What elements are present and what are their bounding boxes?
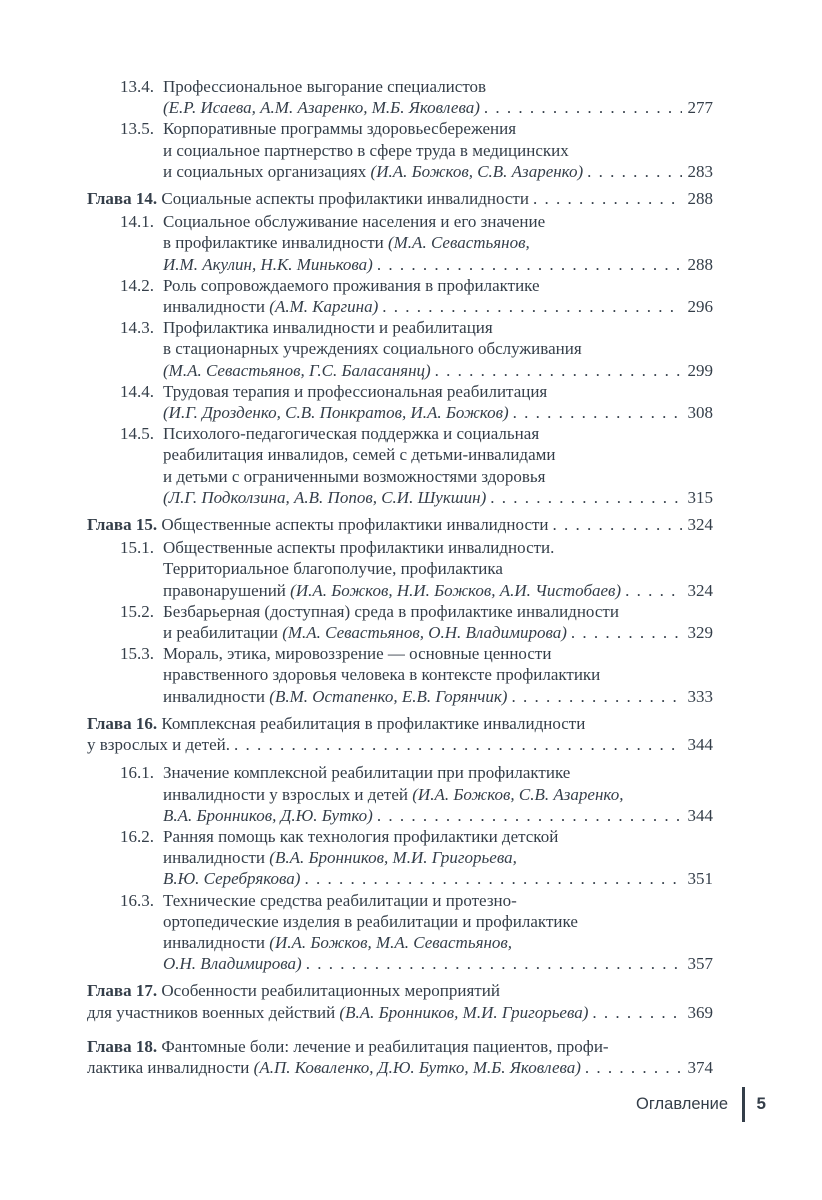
- toc-line: [163, 97, 713, 118]
- toc-line-text: Значение комплексной реабилитации при профилактике: [163, 763, 571, 783]
- toc-line-text: для участников военных действий (В.А. Бронников, М.И. Григорьева): [87, 1002, 589, 1022]
- toc-line-text: Глава 14. Социальные аспекты профилактики инвалидности: [87, 189, 529, 209]
- toc-page-number: 333: [687, 686, 713, 706]
- toc-line: [163, 140, 713, 161]
- toc-entry-number: 14.2.: [120, 275, 154, 295]
- toc-line: [163, 953, 713, 974]
- dot-leader: [571, 622, 682, 643]
- toc-line: [163, 601, 713, 622]
- toc-line-text: Глава 15. Общественные аспекты профилактики инвалидности: [87, 515, 549, 535]
- toc-line: [87, 713, 713, 734]
- toc-entry: [87, 643, 713, 707]
- toc-entry: [87, 890, 713, 975]
- toc-line-text: инвалидности (А.М. Каргина): [163, 297, 379, 317]
- toc-page-number: 315: [687, 487, 713, 507]
- toc-page-number: 344: [687, 735, 713, 755]
- dot-leader: [377, 805, 682, 826]
- toc-line: [163, 890, 713, 911]
- toc-page-number: 351: [687, 869, 713, 889]
- toc-line-text: у взрослых и детей.: [87, 735, 230, 755]
- dot-leader: [435, 360, 682, 381]
- toc-entry: [87, 601, 713, 643]
- toc-page-number: 288: [687, 189, 713, 209]
- toc-entry: [87, 275, 713, 317]
- toc-entry: [87, 76, 713, 118]
- table-of-contents: [87, 76, 713, 1080]
- toc-chapter-label: Глава 15.: [87, 515, 162, 535]
- toc-line-text: инвалидности у взрослых и детей (И.А. Божков, С.В. Азаренко,: [163, 784, 624, 804]
- toc-line-text: инвалидности (И.А. Божков, М.А. Севастьянов,: [163, 932, 513, 952]
- toc-line-text: Территориальное благополучие, профилактика: [163, 559, 503, 579]
- toc-entry: [87, 1036, 713, 1078]
- toc-chapter-label: Глава 17.: [87, 981, 162, 1001]
- toc-line-text: Глава 16. Комплексная реабилитация в профилактике инвалидности: [87, 713, 586, 733]
- toc-line: [87, 514, 713, 535]
- toc-line-text: Роль сопровождаемого проживания в профилактике: [163, 275, 540, 295]
- toc-line: [163, 254, 713, 275]
- toc-line: [163, 232, 713, 253]
- toc-entry: [87, 381, 713, 423]
- dot-leader: [234, 734, 682, 755]
- toc-page-number: 324: [687, 580, 713, 600]
- toc-entry-number: 14.1.: [120, 212, 154, 232]
- toc-line: [87, 980, 713, 1001]
- toc-line: [163, 211, 713, 232]
- toc-chapter-label: Глава 16.: [87, 713, 162, 733]
- dot-leader: [533, 188, 682, 209]
- toc-entry: [87, 188, 713, 209]
- toc-entry: [87, 713, 713, 755]
- toc-line: [163, 643, 713, 664]
- dot-leader: [553, 514, 682, 535]
- toc-entry: [87, 118, 713, 182]
- toc-entry-number: 16.2.: [120, 826, 154, 846]
- toc-line-text: Социальное обслуживание населения и его значение: [163, 212, 546, 232]
- toc-line-text: инвалидности (В.М. Остапенко, Е.В. Горянчик): [163, 686, 508, 706]
- toc-page-number: 374: [687, 1057, 713, 1077]
- toc-line-text: Трудовая терапия и профессиональная реабилитация: [163, 381, 548, 401]
- toc-line-text: ортопедические изделия в реабилитации и профилактике: [163, 911, 578, 931]
- toc-page-number: 299: [687, 360, 713, 380]
- toc-line: [163, 466, 713, 487]
- toc-entry: [87, 980, 713, 1022]
- toc-line: [163, 118, 713, 139]
- toc-line: [87, 734, 713, 755]
- toc-line-text: (Л.Г. Подколзина, А.В. Попов, С.И. Шукшин): [163, 487, 487, 507]
- toc-line: [163, 360, 713, 381]
- toc-line-text: Корпоративные программы здоровьесбережения: [163, 119, 517, 139]
- toc-line: [163, 275, 713, 296]
- toc-line-text: В.Ю. Серебрякова): [163, 869, 301, 889]
- toc-line-text: реабилитация инвалидов, семей с детьми-инвалидами: [163, 445, 556, 465]
- toc-line: [163, 580, 713, 601]
- toc-line: [163, 317, 713, 338]
- toc-line: [163, 762, 713, 783]
- toc-chapter-label: Глава 14.: [87, 189, 162, 209]
- toc-entry-number: 14.5.: [120, 424, 154, 444]
- footer-divider: [742, 1087, 745, 1122]
- toc-page-number: 324: [687, 515, 713, 535]
- toc-line-text: и детьми с ограниченными возможностями здоровья: [163, 466, 546, 486]
- toc-line-text: (Е.Р. Исаева, А.М. Азаренко, М.Б. Яковлева): [163, 98, 480, 118]
- toc-line-text: лактика инвалидности (А.П. Коваленко, Д.Ю. Бутко, М.Б. Яковлева): [87, 1057, 581, 1077]
- toc-line: [87, 1036, 713, 1057]
- toc-line-text: Профилактика инвалидности и реабилитация: [163, 318, 493, 338]
- toc-line-text: Глава 17. Особенности реабилитационных мероприятий: [87, 981, 500, 1001]
- toc-page-number: 344: [687, 805, 713, 825]
- toc-line: [163, 826, 713, 847]
- toc-entry: [87, 514, 713, 535]
- toc-entry: [87, 211, 713, 275]
- page-footer: [636, 1086, 766, 1122]
- toc-entry-number: 15.2.: [120, 601, 154, 621]
- toc-line: [163, 911, 713, 932]
- toc-line: [163, 402, 713, 423]
- toc-page-number: 357: [687, 954, 713, 974]
- toc-line: [163, 296, 713, 317]
- toc-line: [163, 423, 713, 444]
- toc-line-text: Технические средства реабилитации и протезно-: [163, 890, 517, 910]
- dot-leader: [625, 580, 681, 601]
- toc-line: [87, 1057, 713, 1078]
- dot-leader: [513, 402, 682, 423]
- toc-line-text: и социальное партнерство в сфере труда в медицинских: [163, 140, 569, 160]
- toc-line: [163, 381, 713, 402]
- footer-page-number: 5: [756, 1094, 766, 1113]
- footer-section-label: Оглавление: [636, 1094, 729, 1113]
- toc-entry-number: 16.3.: [120, 890, 154, 910]
- toc-entry-number: 15.1.: [120, 538, 154, 558]
- toc-entry-number: 13.5.: [120, 119, 154, 139]
- toc-chapter-label: Глава 18.: [87, 1036, 162, 1056]
- toc-line-text: Глава 18. Фантомные боли: лечение и реабилитация пациентов, профи-: [87, 1036, 609, 1056]
- dot-leader: [587, 161, 681, 182]
- toc-line-text: нравственного здоровья человека в контексте профилактики: [163, 665, 601, 685]
- toc-line: [163, 537, 713, 558]
- toc-line-text: в профилактике инвалидности (М.А. Севастьянов,: [163, 233, 530, 253]
- dot-leader: [484, 97, 682, 118]
- toc-line-text: Психолого-педагогическая поддержка и социальная: [163, 424, 540, 444]
- toc-page-number: 369: [687, 1002, 713, 1022]
- toc-entry-number: 16.1.: [120, 763, 154, 783]
- toc-line: [163, 487, 713, 508]
- toc-line: [163, 868, 713, 889]
- toc-line: [163, 161, 713, 182]
- toc-entry: [87, 826, 713, 890]
- toc-line-text: правонарушений (И.А. Божков, Н.И. Божков, А.И. Чистобаев): [163, 580, 622, 600]
- toc-line: [163, 444, 713, 465]
- dot-leader: [592, 1002, 681, 1023]
- toc-line-text: и социальных организациях (И.А. Божков, С.В. Азаренко): [163, 161, 584, 181]
- toc-line-text: В.А. Бронников, Д.Ю. Бутко): [163, 805, 373, 825]
- dot-leader: [490, 487, 681, 508]
- toc-line: [163, 784, 713, 805]
- toc-page-number: 277: [687, 98, 713, 118]
- toc-line-text: (И.Г. Дрозденко, С.В. Понкратов, И.А. Божков): [163, 403, 509, 423]
- toc-entry-number: 14.3.: [120, 318, 154, 338]
- toc-page-number: 296: [687, 297, 713, 317]
- toc-entry-number: 14.4.: [120, 381, 154, 401]
- toc-entry: [87, 317, 713, 381]
- dot-leader: [304, 868, 681, 889]
- toc-entry-number: 13.4.: [120, 77, 154, 96]
- dot-leader: [511, 686, 681, 707]
- toc-line: [87, 1002, 713, 1023]
- toc-line: [163, 76, 713, 97]
- toc-line-text: Общественные аспекты профилактики инвалидности.: [163, 538, 555, 558]
- toc-line: [163, 686, 713, 707]
- toc-line-text: Профессиональное выгорание специалистов: [163, 77, 487, 96]
- toc-entry: [87, 423, 713, 508]
- toc-line: [163, 622, 713, 643]
- toc-line-text: и реабилитации (М.А. Севастьянов, О.Н. Владимирова): [163, 623, 567, 643]
- toc-line: [163, 847, 713, 868]
- toc-line-text: И.М. Акулин, Н.К. Минькова): [163, 254, 373, 274]
- toc-line: [87, 188, 713, 209]
- dot-leader: [585, 1057, 682, 1078]
- toc-line-text: (М.А. Севастьянов, Г.С. Баласанянц): [163, 360, 431, 380]
- toc-page-number: 283: [687, 161, 713, 181]
- toc-line-text: О.Н. Владимирова): [163, 954, 302, 974]
- dot-leader: [377, 254, 682, 275]
- toc-line: [163, 338, 713, 359]
- toc-line: [163, 805, 713, 826]
- toc-line: [163, 664, 713, 685]
- toc-entry: [87, 762, 713, 826]
- toc-entry: [87, 537, 713, 601]
- toc-line: [163, 932, 713, 953]
- toc-line-text: Безбарьерная (доступная) среда в профилактике инвалидности: [163, 601, 619, 621]
- toc-entry-number: 15.3.: [120, 644, 154, 664]
- dot-leader: [306, 953, 682, 974]
- toc-line: [163, 558, 713, 579]
- dot-leader: [382, 296, 681, 317]
- toc-line-text: в стационарных учреждениях социального обслуживания: [163, 339, 582, 359]
- toc-line-text: Мораль, этика, мировоззрение — основные ценности: [163, 644, 552, 664]
- toc-page-number: 329: [687, 623, 713, 643]
- toc-page-number: 308: [687, 403, 713, 423]
- toc-line-text: инвалидности (В.А. Бронников, М.И. Григорьева,: [163, 848, 517, 868]
- toc-page-number: 288: [687, 254, 713, 274]
- toc-line-text: Ранняя помощь как технология профилактики детской: [163, 826, 559, 846]
